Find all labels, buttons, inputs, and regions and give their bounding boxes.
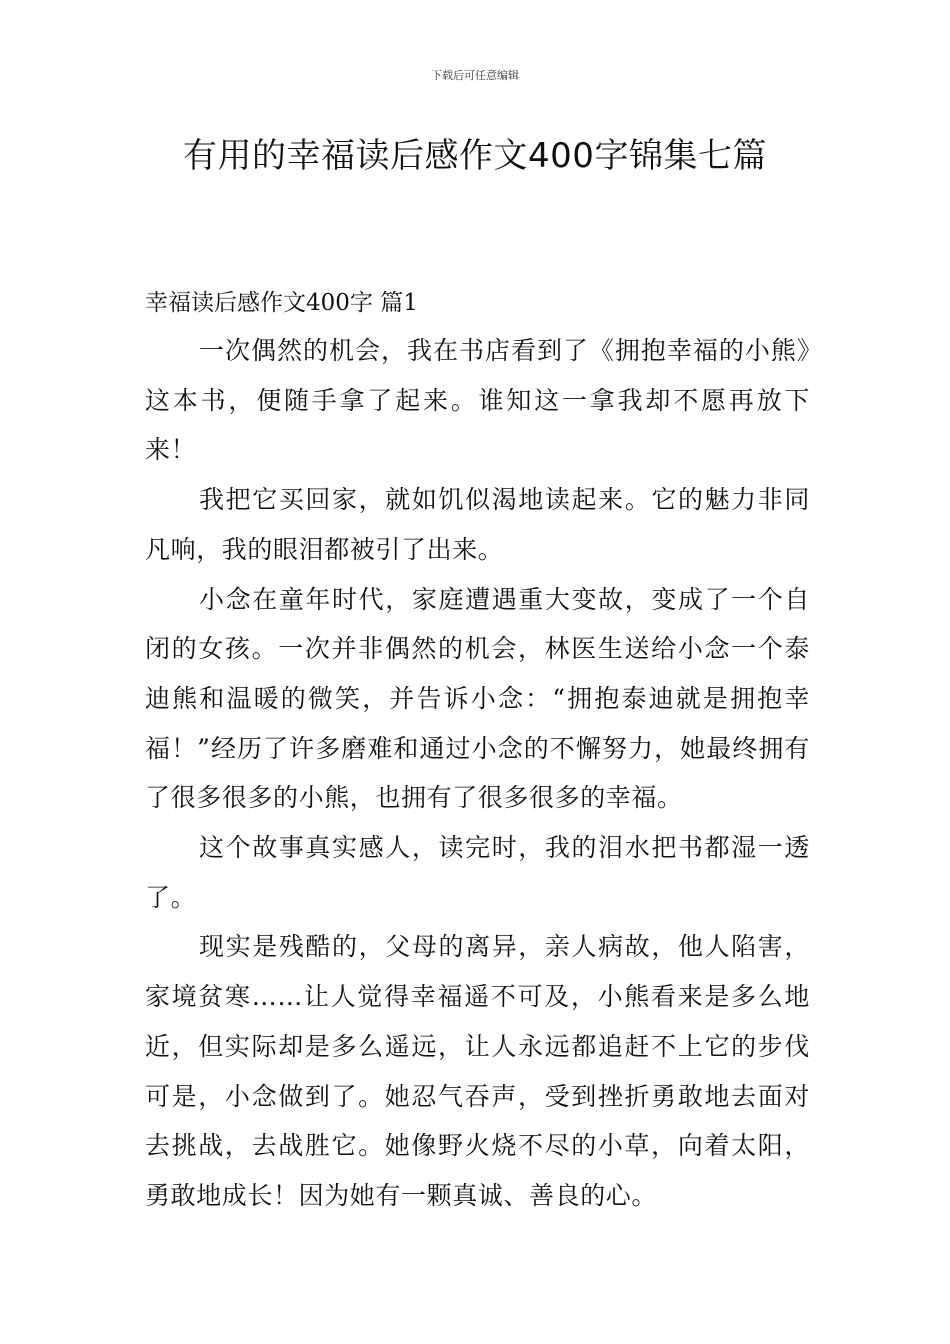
paragraph: 我把它买回家，就如饥似渴地读起来。它的魅力非同凡响，我的眼泪都被引了出来。: [145, 485, 810, 564]
paragraph: 一次偶然的机会，我在书店看到了《拥抱幸福的小熊》这本书，便随手拿了起来。谁知这一拿我却不愿再放下来！: [145, 336, 810, 465]
paragraph: 这个故事真实感人，读完时，我的泪水把书都湿一透了。: [145, 833, 810, 912]
header-note: 下载后可任意编辑: [431, 69, 519, 82]
paragraph: 现实是残酷的，父母的离异，亲人病故，他人陷害，家境贫寒……让人觉得幸福遥不可及，小熊看来是多么地近，但实际却是多么遥远，让人永远都追赶不上它的步伐可是，小念做到了。她忍气吞声，受到挫折勇敢地去面对去挑战，去战胜它。她像野火烧不尽的小草，向着太阳，勇敢地成长！因为她有一颗真诚、善良的心。: [145, 932, 810, 1210]
section-heading: 幸福读后感作文400字 篇1: [145, 290, 418, 316]
document-title: 有用的幸福读后感作文400字锦集七篇: [183, 136, 767, 176]
article-body: [145, 326, 810, 1221]
paragraph: 小念在童年时代，家庭遭遇重大变故，变成了一个自闭的女孩。一次并非偶然的机会，林医生送给小念一个泰迪熊和温暖的微笑，并告诉小念：“拥抱泰迪就是拥抱幸福！”经历了许多磨难和通过小念的不懈努力，她最终拥有了很多很多的小熊，也拥有了很多很多的幸福。: [145, 584, 810, 813]
